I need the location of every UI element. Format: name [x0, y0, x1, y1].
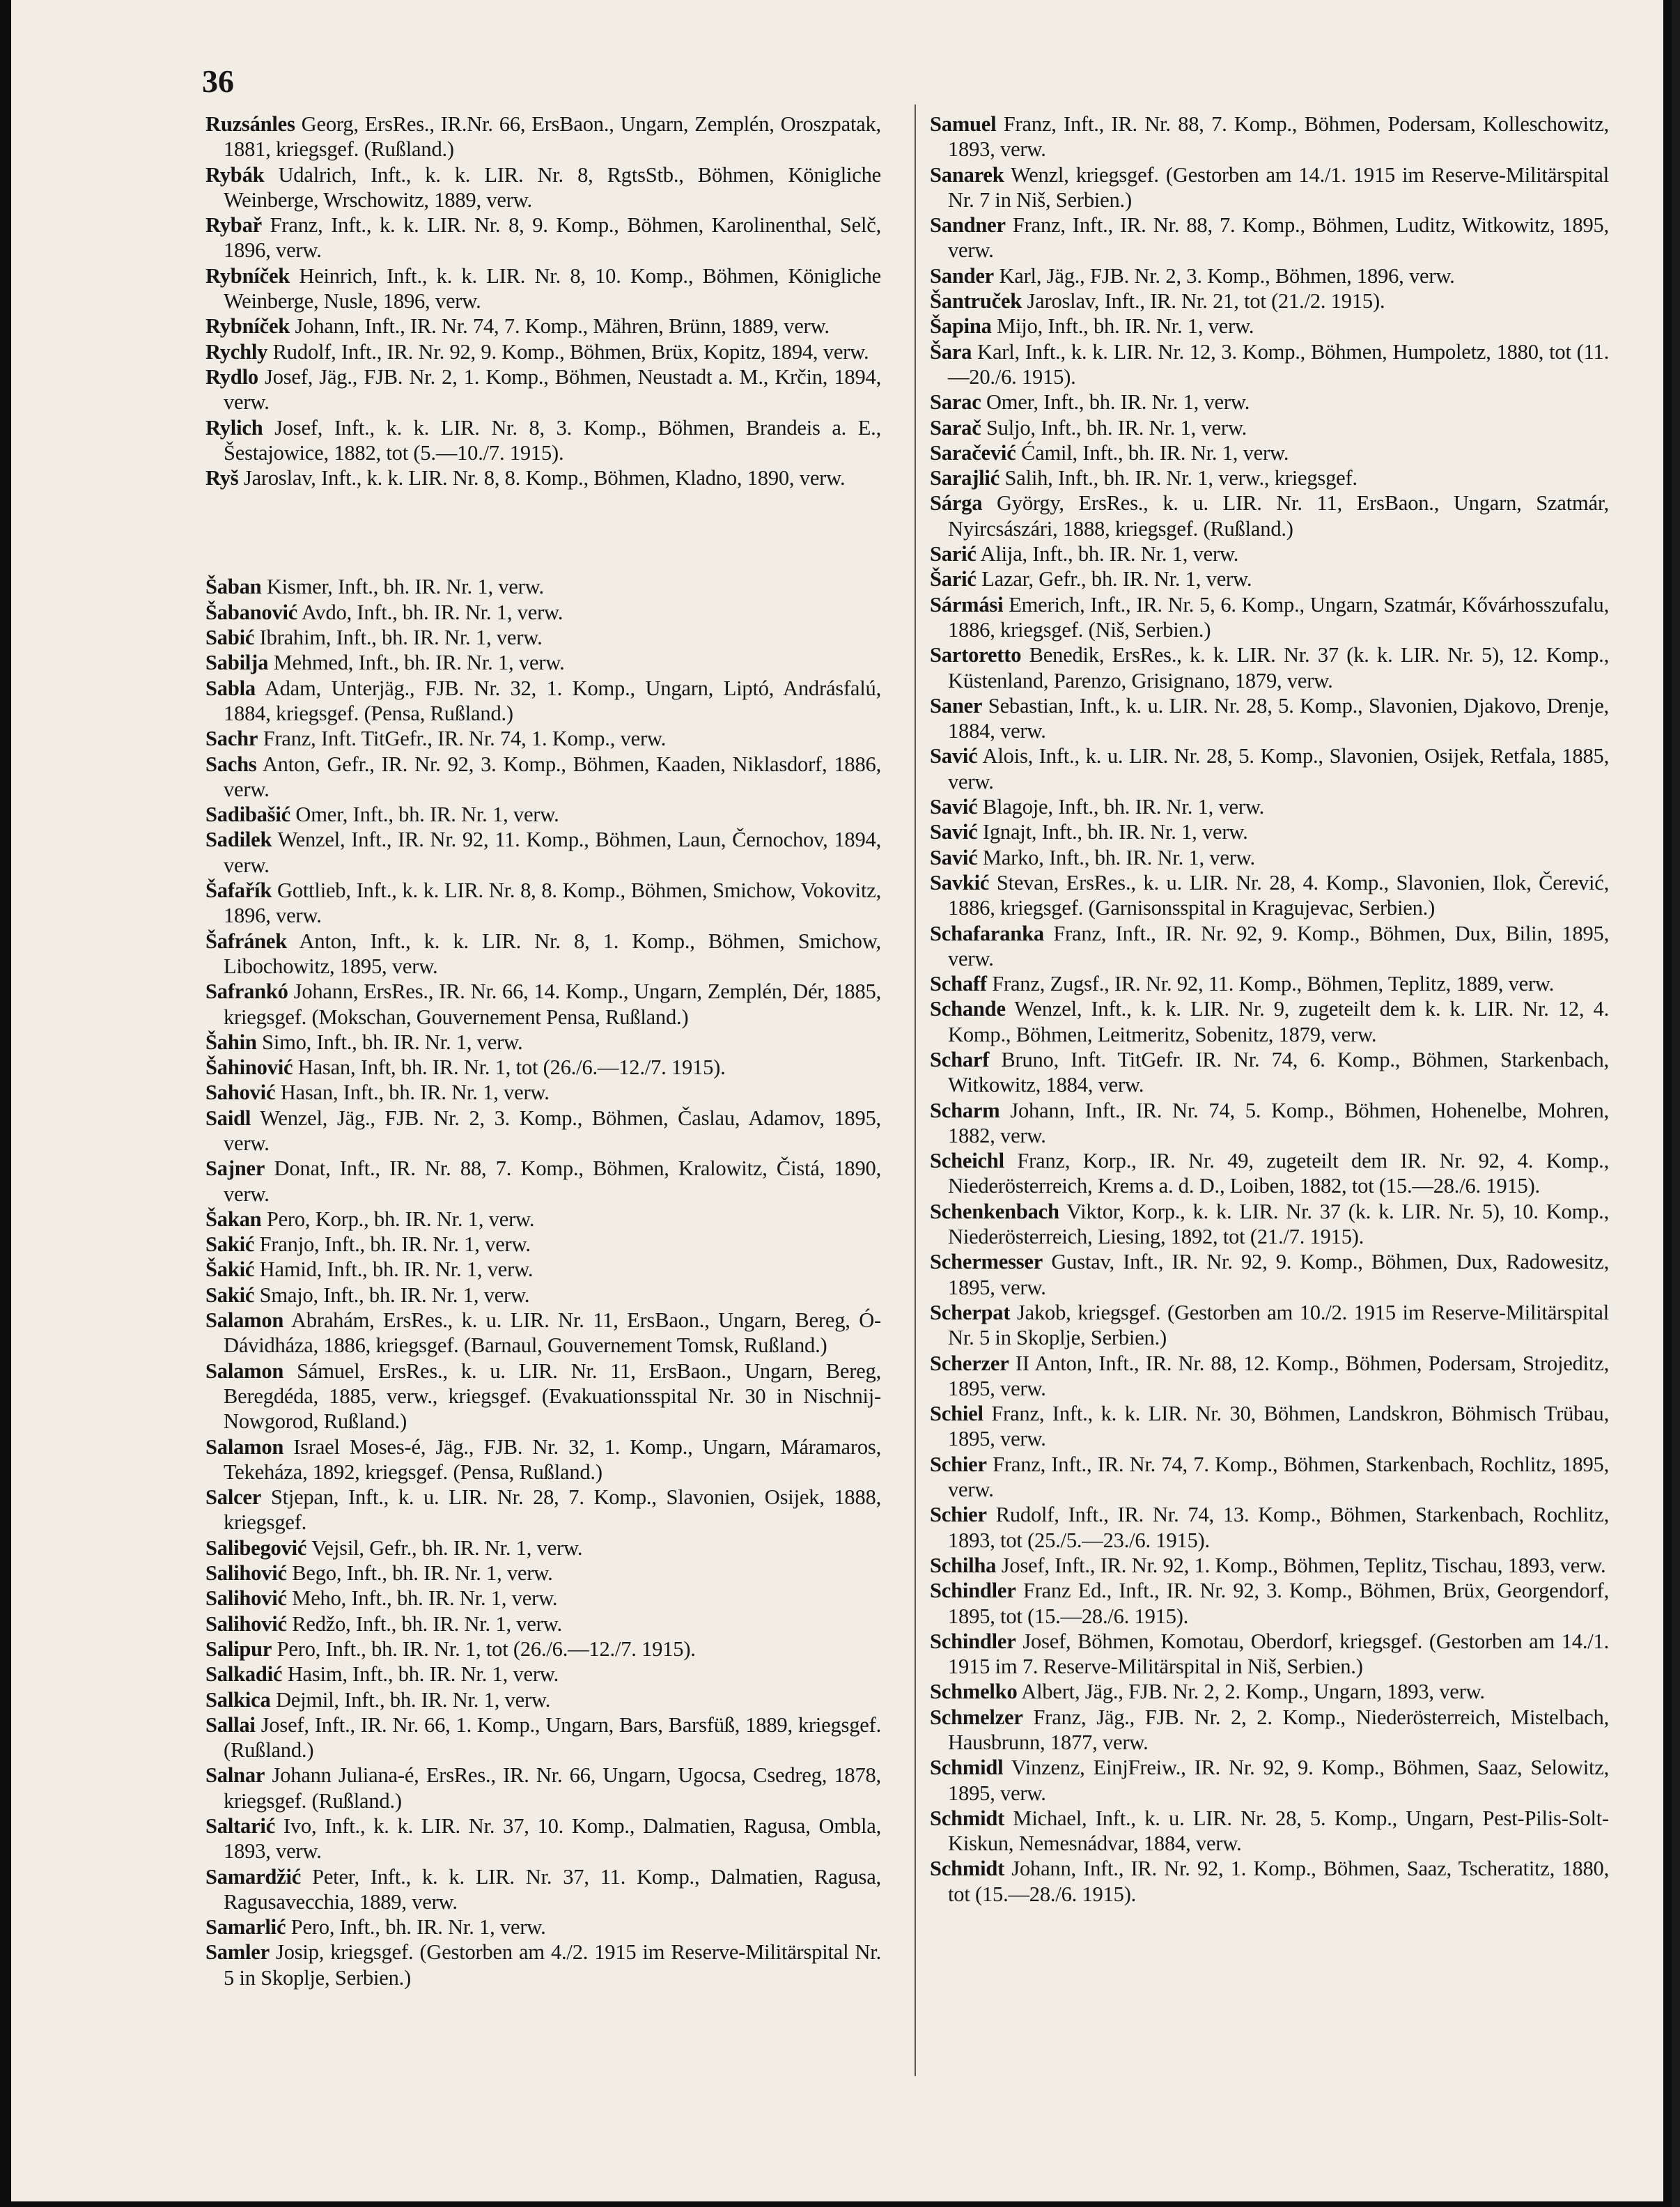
- casualty-entry: [205, 1030, 881, 1055]
- entry-details: Mehmed, Inft., bh. IR. Nr. 1, verw.: [268, 651, 565, 675]
- casualty-entry: [205, 263, 881, 314]
- casualty-entry: [205, 574, 881, 599]
- entry-surname: Rylich: [205, 415, 263, 440]
- entry-details: Sebastian, Inft., k. u. LIR. Nr. 28, 5. Komp., Slavonien, Djakovo, Drenje, 1884, verw.: [948, 693, 1609, 743]
- casualty-entry: [930, 1629, 1609, 1680]
- entry-surname: Sallai: [205, 1712, 256, 1737]
- entry-details: Josef, Inft., IR. Nr. 92, 1. Komp., Böhmen, Teplitz, Tischau, 1893, verw.: [996, 1553, 1606, 1577]
- casualty-entry: [930, 1199, 1609, 1250]
- casualty-entry: [205, 1813, 881, 1864]
- entry-surname: Rybař: [205, 213, 262, 238]
- casualty-entry: [205, 212, 881, 263]
- casualty-entry: [205, 600, 881, 625]
- casualty-entry: [930, 566, 1609, 591]
- casualty-entry: [205, 802, 881, 827]
- entry-surname: Sármási: [930, 592, 1004, 617]
- entry-surname: Saračević: [930, 440, 1016, 465]
- entry-surname: Salipur: [205, 1636, 272, 1661]
- casualty-entry: [930, 870, 1609, 921]
- entry-details: Wenzel, Jäg., FJB. Nr. 2, 3. Komp., Böhmen, Časlau, Adamov, 1895, verw.: [224, 1106, 881, 1155]
- entry-details: II Anton, Inft., IR. Nr. 88, 12. Komp., Böhmen, Podersam, Strojeditz, 1895, verw.: [948, 1351, 1609, 1400]
- entry-surname: Schilha: [930, 1553, 997, 1577]
- entry-surname: Schier: [930, 1452, 987, 1476]
- entry-details: Stjepan, Inft., k. u. LIR. Nr. 28, 7. Komp., Slavonien, Osijek, 1888, kriegsgef.: [224, 1485, 881, 1535]
- entry-details: Ćamil, Inft., bh. IR. Nr. 1, verw.: [1016, 440, 1289, 465]
- entry-surname: Salamon: [205, 1434, 284, 1459]
- entry-details: Alija, Inft., bh. IR. Nr. 1, verw.: [976, 542, 1239, 566]
- entry-surname: Sachs: [205, 752, 257, 776]
- casualty-entry: [930, 263, 1609, 288]
- entry-surname: Sachr: [205, 727, 258, 751]
- entry-surname: Savić: [930, 820, 978, 844]
- entry-details: Hasan, Inft, bh. IR. Nr. 1, tot (26./6.—12./7. 1915).: [293, 1055, 726, 1080]
- entry-details: Peter, Inft., k. k. LIR. Nr. 37, 11. Komp., Dalmatien, Ragusa, Ragusavecchia, 1889, verw.: [224, 1864, 881, 1914]
- casualty-entry: [205, 650, 881, 675]
- entry-details: Wenzl, kriegsgef. (Gestorben am 14./1. 1915 im Reserve-Militärspital Nr. 7 in Niš, Serbien.): [948, 162, 1609, 212]
- entry-surname: Sarač: [930, 415, 981, 440]
- casualty-entry: [930, 1856, 1609, 1907]
- entry-surname: Scharf: [930, 1047, 990, 1071]
- casualty-entry: [205, 929, 881, 979]
- entry-surname: Sabić: [205, 626, 255, 650]
- entry-details: Jakob, kriegsgef. (Gestorben am 10./2. 1915 im Reserve-Militärspital Nr. 5 in Skoplje, Serbien.): [948, 1300, 1609, 1350]
- entry-surname: Šafařík: [205, 878, 272, 903]
- entry-details: Benedik, ErsRes., k. k. LIR. Nr. 37 (k. k. LIR. Nr. 5), 12. Komp., Küstenland, Parenzo, Grisignano, 1879, verw.: [948, 643, 1609, 692]
- entry-details: Vinzenz, EinjFreiw., IR. Nr. 92, 9. Komp., Böhmen, Saaz, Selowitz, 1895, verw.: [948, 1756, 1609, 1805]
- entry-details: Ibrahim, Inft., bh. IR. Nr. 1, verw.: [254, 626, 543, 650]
- entry-surname: Salamon: [205, 1308, 284, 1333]
- casualty-entry: [930, 971, 1609, 996]
- scan-border-left: [0, 0, 11, 2207]
- entry-details: Karl, Inft., k. k. LIR. Nr. 12, 3. Komp., Böhmen, Humpoletz, 1880, tot (11.—20./6. 1915).: [948, 339, 1609, 389]
- casualty-entry: [930, 1452, 1609, 1503]
- entry-surname: Sartoretto: [930, 643, 1022, 667]
- entry-details: Abrahám, ErsRes., k. u. LIR. Nr. 11, ErsBaon., Ungarn, Bereg, Ó-Dávidháza, 1886, kriegsgef. (Barnaul, Gouvernement Tomsk, Rußland.): [224, 1308, 881, 1358]
- entry-details: Franz, Zugsf., IR. Nr. 92, 11. Komp., Böhmen, Teplitz, 1889, verw.: [986, 972, 1555, 996]
- entry-details: Adam, Unterjäg., FJB. Nr. 32, 1. Komp., Ungarn, Liptó, Andrásfalú, 1884, kriegsgef. (Pensa, Rußland.): [224, 676, 881, 725]
- casualty-entry: [930, 1249, 1609, 1300]
- casualty-entry: [205, 979, 881, 1030]
- entry-surname: Schmidt: [930, 1857, 1005, 1881]
- entry-details: Wenzel, Inft., IR. Nr. 92, 11. Komp., Böhmen, Laun, Černochov, 1894, verw.: [224, 828, 881, 877]
- entry-surname: Sanarek: [930, 162, 1004, 187]
- casualty-entry: [205, 339, 881, 364]
- entry-details: Jaroslav, Inft., k. k. LIR. Nr. 8, 8. Komp., Böhmen, Kladno, 1890, verw.: [238, 466, 846, 490]
- entry-surname: Sadilek: [205, 828, 272, 852]
- scan-border-right: [1663, 0, 1672, 2207]
- entry-surname: Šaban: [205, 575, 262, 599]
- entry-details: Pero, Korp., bh. IR. Nr. 1, verw.: [261, 1207, 535, 1231]
- entry-surname: Salamon: [205, 1358, 284, 1383]
- entry-surname: Sahović: [205, 1081, 276, 1105]
- casualty-entry: [205, 162, 881, 213]
- entry-details: Franz, Jäg., FJB. Nr. 2, 2. Komp., Niederösterreich, Mistelbach, Hausbrunn, 1877, verw.: [948, 1705, 1609, 1754]
- entry-details: Udalrich, Inft., k. k. LIR. Nr. 8, RgtsStb., Böhmen, Königliche Weinberge, Wrschowitz, 1889, verw.: [224, 162, 881, 212]
- entry-details: Franz, Inft., IR. Nr. 88, 7. Komp., Böhmen, Podersam, Kolleschowitz, 1893, verw.: [948, 112, 1609, 162]
- entry-surname: Salihović: [205, 1586, 287, 1611]
- casualty-entry: [930, 1553, 1609, 1578]
- entry-surname: Schaff: [930, 972, 987, 996]
- entry-surname: Šafránek: [205, 929, 288, 953]
- entry-surname: Salkica: [205, 1687, 271, 1712]
- casualty-entry: [205, 1939, 881, 1990]
- entry-surname: Rychly: [205, 339, 268, 364]
- entry-surname: Sakić: [205, 1283, 255, 1307]
- entry-surname: Sárga: [930, 491, 983, 516]
- casualty-entry: [205, 415, 881, 466]
- casualty-entry: [205, 1257, 881, 1282]
- entry-details: Jaroslav, Inft., IR. Nr. 21, tot (21./2. 1915).: [1022, 289, 1385, 313]
- entry-surname: Ruzsánles: [205, 112, 295, 136]
- entry-details: György, ErsRes., k. u. LIR. Nr. 11, ErsBaon., Ungarn, Szatmár, Nyircsászári, 1888, kriegsgef. (Rußland.): [948, 491, 1609, 541]
- entry-surname: Sarić: [930, 542, 977, 566]
- column-divider: [915, 104, 916, 2076]
- entry-details: Johann, Inft., IR. Nr. 92, 1. Komp., Böhmen, Saaz, Tscheratitz, 1880, tot (15.—28./6. 1915).: [948, 1857, 1609, 1906]
- entry-surname: Saidl: [205, 1106, 251, 1130]
- entry-surname: Rydlo: [205, 364, 258, 389]
- entry-surname: Šara: [930, 339, 972, 364]
- entry-details: Josef, Inft., IR. Nr. 66, 1. Komp., Ungarn, Bars, Barsfüß, 1889, kriegsgef. (Rußland.): [224, 1712, 881, 1763]
- entry-surname: Sakić: [205, 1232, 255, 1257]
- casualty-entry: [205, 1561, 881, 1586]
- entry-details: Bruno, Inft. TitGefr. IR. Nr. 74, 6. Komp., Böhmen, Starkenbach, Witkowitz, 1884, verw.: [948, 1047, 1609, 1097]
- casualty-entry: [930, 794, 1609, 819]
- casualty-entry: [930, 1047, 1609, 1098]
- entry-surname: Schiel: [930, 1402, 983, 1426]
- entry-surname: Schmidt: [930, 1806, 1005, 1830]
- entry-surname: Samler: [205, 1940, 270, 1965]
- entry-details: Wenzel, Inft., k. k. LIR. Nr. 9, zugeteilt dem k. k. LIR. Nr. 12, 4. Komp., Böhmen, Leitmeritz, Sobenitz, 1879, verw.: [948, 997, 1609, 1046]
- entry-surname: Schmelko: [930, 1680, 1018, 1704]
- entry-details: Georg, ErsRes., IR.Nr. 66, ErsBaon., Ungarn, Zemplén, Oroszpatak, 1881, kriegsgef. (Rußland.): [224, 112, 881, 162]
- entry-details: Anton, Inft., k. k. LIR. Nr. 8, 1. Komp., Böhmen, Smichow, Libochowitz, 1895, verw.: [224, 929, 881, 978]
- entry-surname: Schindler: [930, 1579, 1016, 1603]
- entry-details: Franz Ed., Inft., IR. Nr. 92, 3. Komp., Böhmen, Brüx, Georgendorf, 1895, tot (15.—28./6. 1915).: [948, 1579, 1609, 1628]
- casualty-entry: [205, 364, 881, 415]
- entry-surname: Salcer: [205, 1485, 262, 1510]
- entry-details: Israel Moses-é, Jäg., FJB. Nr. 32, 1. Komp., Ungarn, Máramaros, Tekeháza, 1892, kriegsgef. (Pensa, Rußland.): [224, 1434, 881, 1484]
- entry-surname: Salibegović: [205, 1535, 307, 1560]
- entry-details: Franz, Korp., IR. Nr. 49, zugeteilt dem IR. Nr. 92, 4. Komp., Niederösterreich, Krems a. d. D., Loiben, 1882, tot (15.—28./6. 1915).: [948, 1149, 1609, 1198]
- entry-surname: Salkadić: [205, 1662, 283, 1687]
- entry-details: Avdo, Inft., bh. IR. Nr. 1, verw.: [297, 600, 563, 624]
- entry-details: Omer, Inft., bh. IR. Nr. 1, verw.: [981, 390, 1250, 415]
- entry-surname: Scherzer: [930, 1351, 1009, 1375]
- casualty-entry: [930, 1300, 1609, 1351]
- casualty-entry: [930, 996, 1609, 1047]
- casualty-entry: [205, 1864, 881, 1915]
- casualty-entry: [930, 592, 1609, 643]
- entry-details: Hamid, Inft., bh. IR. Nr. 1, verw.: [254, 1257, 534, 1282]
- entry-details: Dejmil, Inft., bh. IR. Nr. 1, verw.: [270, 1687, 551, 1712]
- entry-details: Omer, Inft., bh. IR. Nr. 1, verw.: [290, 803, 559, 827]
- entry-surname: Savkić: [930, 870, 990, 895]
- entry-surname: Šarić: [930, 567, 977, 591]
- casualty-entry: [205, 1914, 881, 1939]
- entry-surname: Savić: [930, 744, 978, 768]
- casualty-entry: [205, 625, 881, 650]
- entry-details: Franz, Inft., k. k. LIR. Nr. 8, 9. Komp., Böhmen, Karolinenthal, Selč, 1896, verw.: [224, 213, 881, 263]
- entry-surname: Rybníček: [205, 263, 290, 288]
- casualty-entry: [930, 743, 1609, 794]
- casualty-entry: [930, 1148, 1609, 1199]
- entry-details: Suljo, Inft., bh. IR. Nr. 1, verw.: [981, 415, 1247, 440]
- entry-surname: Schmidl: [930, 1756, 1004, 1780]
- left-column: [205, 111, 881, 1990]
- entry-details: Stevan, ErsRes., k. u. LIR. Nr. 28, 4. Komp., Slavonien, Ilok, Čerević, 1886, kriegsgef. (Garnisonsspital in Kragujevac, Serbien.): [948, 870, 1609, 920]
- entry-surname: Sarajlić: [930, 466, 1000, 490]
- entry-surname: Šapina: [930, 314, 992, 339]
- entry-surname: Sabilja: [205, 651, 269, 675]
- entry-details: Vejsil, Gefr., bh. IR. Nr. 1, verw.: [306, 1535, 583, 1560]
- casualty-entry: [205, 1156, 881, 1207]
- entry-details: Ignajt, Inft., bh. IR. Nr. 1, verw.: [977, 820, 1248, 844]
- entry-details: Viktor, Korp., k. k. LIR. Nr. 37 (k. k. LIR. Nr. 5), 10. Komp., Niederösterreich, Liesing, 1892, tot (21./7. 1915).: [948, 1199, 1609, 1249]
- casualty-entry: [205, 1687, 881, 1712]
- casualty-entry: [205, 1611, 881, 1636]
- entry-surname: Savić: [930, 845, 978, 869]
- entry-details: Simo, Inft., bh. IR. Nr. 1, verw.: [256, 1030, 523, 1054]
- entry-surname: Scherpat: [930, 1300, 1011, 1324]
- entry-surname: Sandner: [930, 213, 1006, 238]
- casualty-entry: [205, 1080, 881, 1105]
- entry-details: Johann Juliana-é, ErsRes., IR. Nr. 66, Ungarn, Ugocsa, Csedreg, 1878, kriegsgef. (Rußland.): [224, 1763, 881, 1813]
- entry-details: Pero, Inft., bh. IR. Nr. 1, tot (26./6.—12./7. 1915).: [272, 1636, 696, 1661]
- entry-details: Heinrich, Inft., k. k. LIR. Nr. 8, 10. Komp., Böhmen, Königliche Weinberge, Nusle, 1896, verw.: [224, 263, 881, 313]
- casualty-entry: [205, 1763, 881, 1813]
- entry-details: Gottlieb, Inft., k. k. LIR. Nr. 8, 8. Komp., Böhmen, Smichow, Vokovitz, 1896, verw.: [224, 878, 881, 928]
- page-number: 36: [202, 63, 234, 99]
- entry-details: Josef, Böhmen, Komotau, Oberdorf, kriegsgef. (Gestorben am 14./1. 1915 im 7. Reserve-Militärspital in Niš, Serbien.): [948, 1629, 1609, 1679]
- entry-details: Johann, Inft., IR. Nr. 74, 7. Komp., Mähren, Brünn, 1889, verw.: [290, 314, 830, 339]
- casualty-entry: [930, 1502, 1609, 1553]
- entry-details: Ivo, Inft., k. k. LIR. Nr. 37, 10. Komp., Dalmatien, Ragusa, Ombla, 1893, verw.: [224, 1814, 881, 1864]
- entry-details: Josip, kriegsgef. (Gestorben am 4./2. 1915 im Reserve-Militärspital Nr. 5 in Skoplje, Serbien.): [224, 1940, 881, 1990]
- entry-details: Franjo, Inft., bh. IR. Nr. 1, verw.: [254, 1232, 531, 1257]
- scan-border-bottom: [0, 2201, 1672, 2207]
- casualty-entry: [205, 1106, 881, 1156]
- casualty-entry: [930, 465, 1609, 490]
- casualty-entry: [205, 1662, 881, 1687]
- entry-details: Lazar, Gefr., bh. IR. Nr. 1, verw.: [976, 567, 1252, 591]
- casualty-entry: [930, 1705, 1609, 1756]
- casualty-entry: [205, 1308, 881, 1358]
- casualty-entry: [205, 827, 881, 878]
- entry-surname: Sarac: [930, 390, 981, 415]
- entry-surname: Scheichl: [930, 1149, 1004, 1173]
- entry-details: Franz, Inft., IR. Nr. 88, 7. Komp., Böhmen, Luditz, Witkowitz, 1895, verw.: [948, 213, 1609, 263]
- casualty-entry: [930, 490, 1609, 541]
- casualty-entry: [930, 415, 1609, 440]
- entry-surname: Rybníček: [205, 314, 290, 339]
- casualty-entry: [930, 1351, 1609, 1402]
- entry-details: Mijo, Inft., bh. IR. Nr. 1, verw.: [991, 314, 1254, 339]
- casualty-entry: [930, 1098, 1609, 1149]
- entry-surname: Schindler: [930, 1629, 1016, 1653]
- entry-details: Salih, Inft., bh. IR. Nr. 1, verw., kriegsgef.: [1000, 466, 1358, 490]
- entry-surname: Sander: [930, 263, 995, 288]
- casualty-entry: [205, 313, 881, 339]
- casualty-entry: [205, 752, 881, 803]
- casualty-entry: [930, 819, 1609, 844]
- casualty-entry: [205, 878, 881, 929]
- casualty-entry: [930, 921, 1609, 972]
- entry-details: Kismer, Inft., bh. IR. Nr. 1, verw.: [261, 575, 544, 599]
- entry-details: Alois, Inft., k. u. LIR. Nr. 28, 5. Komp., Slavonien, Osijek, Retfala, 1885, verw.: [948, 744, 1609, 793]
- entry-details: Blagoje, Inft., bh. IR. Nr. 1, verw.: [977, 795, 1265, 819]
- entry-details: Karl, Jäg., FJB. Nr. 2, 3. Komp., Böhmen, 1896, verw.: [994, 263, 1455, 288]
- entry-details: Franz, Inft., IR. Nr. 92, 9. Komp., Böhmen, Dux, Bilin, 1895, verw.: [948, 921, 1609, 970]
- entry-details: Gustav, Inft., IR. Nr. 92, 9. Komp., Böhmen, Dux, Radowesitz, 1895, verw.: [948, 1250, 1609, 1299]
- entry-surname: Rybák: [205, 162, 265, 187]
- casualty-entry: [205, 1535, 881, 1561]
- casualty-entry: [205, 1358, 881, 1434]
- entry-details: Pero, Inft., bh. IR. Nr. 1, verw.: [286, 1915, 546, 1939]
- casualty-entry: [930, 212, 1609, 263]
- casualty-entry: [205, 1636, 881, 1662]
- casualty-entry: [930, 1755, 1609, 1806]
- entry-details: Sámuel, ErsRes., k. u. LIR. Nr. 11, ErsBaon., Ungarn, Bereg, Beregdéda, 1885, verw., kriegsgef. (Evakuationsspital Nr. 30 in Nischnij-Nowgorod, Rußland.): [224, 1358, 881, 1434]
- entry-details: Meho, Inft., bh. IR. Nr. 1, verw.: [286, 1586, 558, 1611]
- casualty-entry: [930, 541, 1609, 566]
- entry-surname: Samardžić: [205, 1864, 302, 1889]
- entry-surname: Savić: [930, 795, 978, 819]
- casualty-entry: [930, 288, 1609, 313]
- entry-surname: Saner: [930, 693, 983, 718]
- casualty-entry: [930, 339, 1609, 390]
- entry-details: Marko, Inft., bh. IR. Nr. 1, verw.: [977, 845, 1255, 869]
- section-gap: [205, 490, 881, 574]
- entry-details: Smajo, Inft., bh. IR. Nr. 1, verw.: [254, 1283, 530, 1307]
- entry-surname: Safrankó: [205, 979, 288, 1004]
- casualty-entry: [205, 726, 881, 751]
- entry-details: Rudolf, Inft., IR. Nr. 74, 13. Komp., Böhmen, Starkenbach, Rochlitz, 1893, tot (25./5.—23./6. 1915).: [948, 1503, 1609, 1552]
- entry-surname: Sabla: [205, 676, 256, 700]
- casualty-entry: [205, 1434, 881, 1485]
- entry-surname: Šakić: [205, 1257, 255, 1282]
- entry-surname: Schmelzer: [930, 1705, 1023, 1729]
- entry-surname: Samuel: [930, 112, 997, 136]
- entry-details: Johann, Inft., IR. Nr. 74, 5. Komp., Böhmen, Hohenelbe, Mohren, 1882, verw.: [948, 1098, 1609, 1147]
- entry-surname: Scharm: [930, 1098, 1000, 1122]
- entry-surname: Šantruček: [930, 289, 1022, 313]
- entry-surname: Šakan: [205, 1207, 262, 1231]
- entry-details: Anton, Gefr., IR. Nr. 92, 3. Komp., Böhmen, Kaaden, Niklasdorf, 1886, verw.: [224, 752, 881, 801]
- entry-surname: Salihović: [205, 1561, 287, 1586]
- entry-surname: Schier: [930, 1503, 987, 1527]
- entry-surname: Ryš: [205, 466, 239, 490]
- entry-details: Franz, Inft., IR. Nr. 74, 7. Komp., Böhmen, Starkenbach, Rochlitz, 1895, verw.: [948, 1452, 1609, 1502]
- entry-surname: Sadibašić: [205, 803, 290, 827]
- casualty-entry: [930, 693, 1609, 744]
- casualty-entry: [205, 1283, 881, 1308]
- casualty-entry: [205, 1232, 881, 1257]
- casualty-entry: [930, 1401, 1609, 1452]
- entry-details: Hasan, Inft., bh. IR. Nr. 1, verw.: [275, 1081, 550, 1105]
- entry-surname: Šahinović: [205, 1055, 293, 1080]
- casualty-entry: [205, 676, 881, 727]
- casualty-entry: [930, 313, 1609, 339]
- entry-details: Franz, Inft. TitGefr., IR. Nr. 74, 1. Komp., verw.: [258, 727, 667, 751]
- entry-surname: Schermesser: [930, 1250, 1043, 1274]
- casualty-entry: [930, 845, 1609, 870]
- casualty-entry: [930, 389, 1609, 415]
- casualty-entry: [205, 1055, 881, 1080]
- entry-surname: Samarlić: [205, 1915, 286, 1939]
- entry-surname: Saltarić: [205, 1814, 276, 1838]
- entry-details: Albert, Jäg., FJB. Nr. 2, 2. Komp., Ungarn, 1893, verw.: [1017, 1680, 1485, 1704]
- casualty-entry: [930, 440, 1609, 465]
- entry-details: Donat, Inft., IR. Nr. 88, 7. Komp., Böhmen, Kralowitz, Čistá, 1890, verw.: [224, 1156, 881, 1206]
- casualty-entry: [930, 1806, 1609, 1857]
- entry-surname: Šabanović: [205, 600, 298, 624]
- casualty-entry: [205, 1485, 881, 1535]
- entry-details: Rudolf, Inft., IR. Nr. 92, 9. Komp., Böhmen, Brüx, Kopitz, 1894, verw.: [267, 339, 869, 364]
- entry-surname: Schenkenbach: [930, 1199, 1059, 1223]
- casualty-entry: [930, 1679, 1609, 1704]
- entry-details: Josef, Inft., k. k. LIR. Nr. 8, 3. Komp., Böhmen, Brandeis a. E., Šestajowice, 1882, tot (5.—10./7. 1915).: [224, 415, 881, 465]
- entry-surname: Schande: [930, 997, 1006, 1021]
- casualty-entry: [205, 1586, 881, 1611]
- entry-surname: Šahin: [205, 1030, 257, 1054]
- casualty-entry: [205, 111, 881, 162]
- casualty-entry: [930, 642, 1609, 693]
- right-column: [930, 111, 1609, 1907]
- entry-details: Emerich, Inft., IR. Nr. 5, 6. Komp., Ungarn, Szatmár, Kővárhosszufalu, 1886, kriegsgef. (Niš, Serbien.): [948, 592, 1609, 642]
- entry-details: Johann, ErsRes., IR. Nr. 66, 14. Komp., Ungarn, Zemplén, Dér, 1885, kriegsgef. (Mokschan, Gouvernement Pensa, Rußland.): [224, 979, 881, 1029]
- casualty-entry: [205, 465, 881, 490]
- casualty-entry: [930, 162, 1609, 213]
- entry-details: Redžo, Inft., bh. IR. Nr. 1, verw.: [286, 1611, 562, 1636]
- entry-details: Franz, Inft., k. k. LIR. Nr. 30, Böhmen, Landskron, Böhmisch Trübau, 1895, verw.: [948, 1402, 1609, 1451]
- entry-details: Bego, Inft., bh. IR. Nr. 1, verw.: [286, 1561, 553, 1586]
- casualty-entry: [930, 1578, 1609, 1629]
- entry-surname: Salnar: [205, 1763, 265, 1788]
- entry-details: Hasim, Inft., bh. IR. Nr. 1, verw.: [282, 1662, 559, 1687]
- entry-details: Josef, Jäg., FJB. Nr. 2, 1. Komp., Böhmen, Neustadt a. M., Krčin, 1894, verw.: [224, 364, 881, 415]
- casualty-entry: [930, 111, 1609, 162]
- entry-surname: Salihović: [205, 1611, 287, 1636]
- entry-details: Michael, Inft., k. u. LIR. Nr. 28, 5. Komp., Ungarn, Pest-Pilis-Solt-Kiskun, Nemesnádvar, 1884, verw.: [948, 1806, 1609, 1856]
- casualty-entry: [205, 1207, 881, 1232]
- entry-surname: Sajner: [205, 1156, 265, 1181]
- entry-surname: Schafaranka: [930, 921, 1044, 945]
- casualty-entry: [205, 1712, 881, 1763]
